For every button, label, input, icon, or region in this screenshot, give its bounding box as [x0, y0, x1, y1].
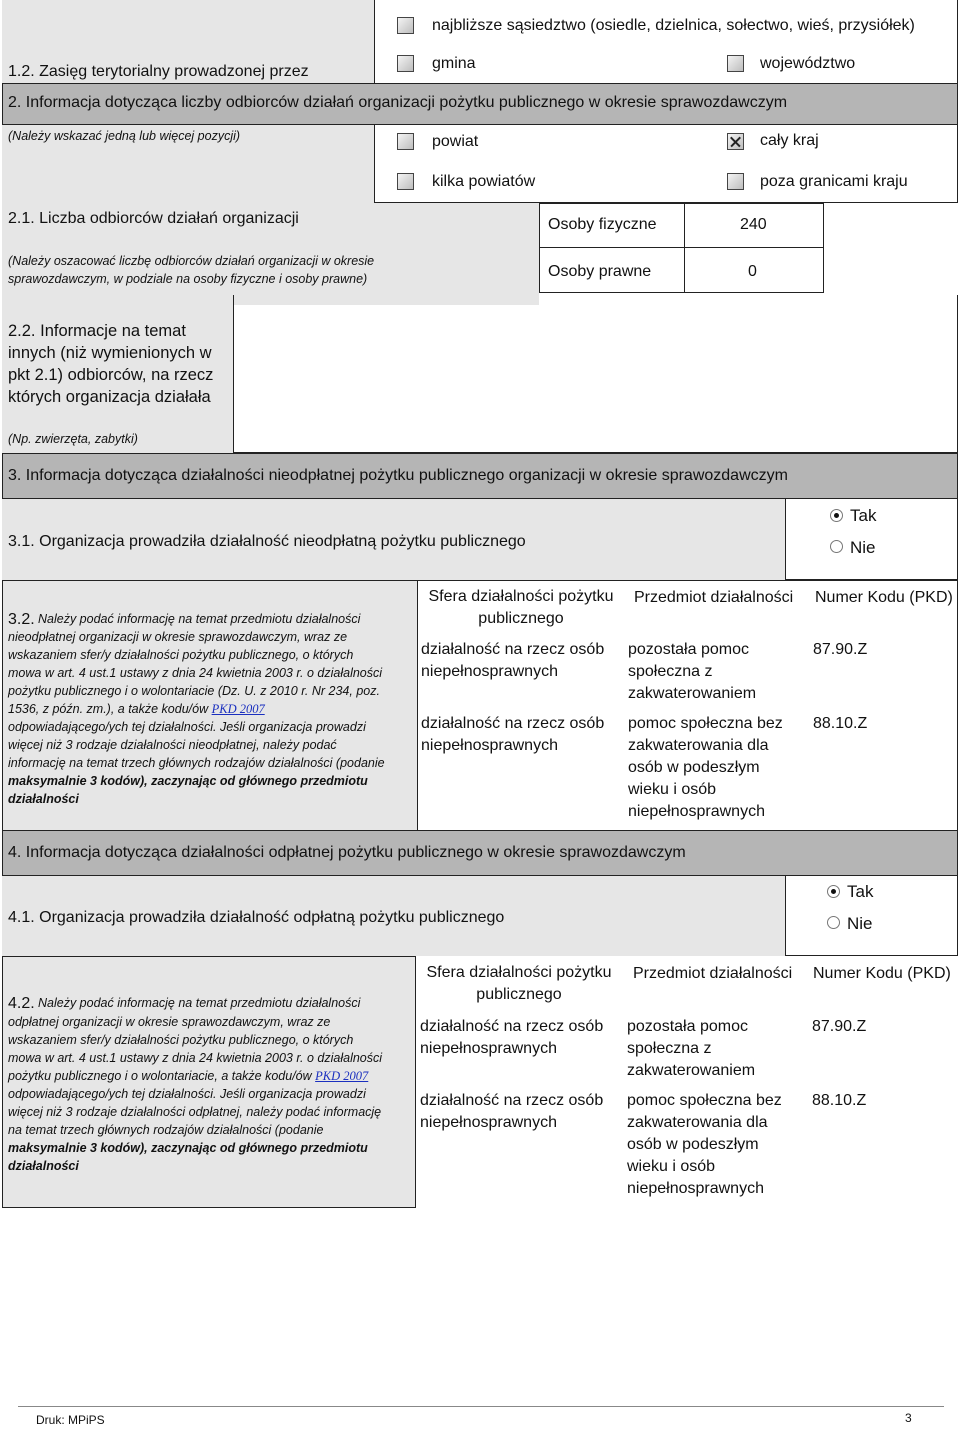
radio-tak[interactable]	[830, 509, 843, 522]
sec32-col-przedmiot: Przedmiot działalności	[634, 589, 794, 606]
opt-powiat: powiat	[432, 133, 479, 150]
sec3-header-text: 3. Informacja dotycząca działalności nieodpłatnej pożytku publicznego organizacji w okresie sprawozdawczym	[8, 467, 788, 484]
opt-caly-kraj: cały kraj	[760, 132, 819, 149]
sec32-row1-sfera: działalność na rzecz osób niepełnosprawnych	[421, 641, 605, 680]
sec22-line1: 2.2. Informacje na temat	[8, 322, 186, 340]
sec42-l8: na temat trzech głównych rodzajów działalności (podanie	[8, 1123, 324, 1137]
sec42-row1-kod: 87.90.Z	[812, 1018, 867, 1035]
sec22-line2: innych (niż wymienionych w	[8, 344, 212, 362]
fizyczne-value: 240	[740, 216, 767, 233]
sec42-row2-kod: 88.10.Z	[812, 1092, 867, 1109]
sec42-col-przedmiot: Przedmiot działalności	[633, 965, 793, 982]
radio-nie-4[interactable]	[827, 916, 840, 929]
checkbox-kilka-powiatow[interactable]	[397, 173, 414, 190]
sec32-l4: mowa w art. 4 ust.1 ustawy z dnia 24 kwietnia 2003 r. o działalności	[8, 666, 383, 680]
checkbox-gmina[interactable]	[397, 55, 414, 72]
sec32-num: 3.2.	[8, 611, 35, 628]
footer-rule	[18, 1406, 944, 1407]
radio-tak-4[interactable]	[827, 885, 840, 898]
sec41-question: 4.1. Organizacja prowadziła działalność odpłatną pożytku publicznego	[8, 909, 505, 926]
sec42-row1-przedmiot: pozostała pomoc społeczna z zakwaterowaniem	[627, 1018, 756, 1079]
sec21-hint-line1: (Należy oszacować liczbę odbiorców działań organizacji w okresie	[8, 254, 375, 268]
sec32-l3: wskazaniem sfer/y działalności pożytku publicznego, o których	[8, 648, 354, 662]
sec42-row1-sfera: działalność na rzecz osób niepełnosprawnych	[420, 1018, 604, 1057]
sec32-l9: informację na temat trzech głównych rodzajów działalności (podanie	[8, 756, 385, 770]
sec42-row2-przedmiot: pomoc społeczna bez zakwaterowania dla osób w podeszłym wieku i osób niepełnosprawnych	[627, 1092, 782, 1197]
checkbox-neighbourhood[interactable]	[397, 17, 414, 34]
footer-print: Druk: MPiPS	[36, 1413, 105, 1427]
sec42-l7: więcej niż 3 rodzaje działalności odpłatnej, należy podać informację	[8, 1105, 382, 1119]
radio-nie-label: Nie	[850, 538, 876, 557]
pkd-link-4[interactable]: PKD 2007	[315, 1069, 369, 1083]
sec42-l4: mowa w art. 4 ust.1 ustawy z dnia 24 kwietnia 2003 r. o działalności	[8, 1051, 383, 1065]
opt-gmina: gmina	[432, 55, 476, 72]
sec42-num: 4.2.	[8, 995, 35, 1012]
checkbox-poza-granicami[interactable]	[727, 173, 744, 190]
sec42-l5	[8, 1068, 368, 1084]
sec32-l7: odpowiadającego/ych tej działalności. Jeśli organizacja prowadzi	[8, 720, 366, 734]
sec42-l3: wskazaniem sfer/y działalności pożytku publicznego, o których	[8, 1033, 354, 1047]
radio-nie-4-label: Nie	[847, 914, 873, 933]
sec42-row2-sfera: działalność na rzecz osób niepełnosprawnych	[420, 1092, 604, 1131]
pkd-link[interactable]: PKD 2007	[211, 702, 265, 716]
checkbox-wojewodztwo[interactable]	[727, 55, 744, 72]
sec2-header-text: 2. Informacja dotycząca liczby odbiorców działań organizacji pożytku publicznego w okresie sprawozdawczym	[8, 94, 788, 111]
sec22-line4: których organizacja działała	[8, 388, 211, 406]
sec32-col-sfera: Sfera działalności pożytku publicznego	[428, 588, 614, 627]
sec42-l2: odpłatnej organizacji w okresie sprawozdawczym, wraz ze	[8, 1015, 331, 1029]
sec42-col-sfera: Sfera działalności pożytku publicznego	[426, 964, 612, 1003]
sec32-row1-przedmiot: pozostała pomoc społeczna z zakwaterowaniem	[628, 641, 757, 702]
radio-tak-4-label: Tak	[847, 882, 874, 901]
sec32-l6-text: 1536, z późn. zm.), a także kodu/ów	[8, 702, 209, 716]
sec2-hint: (Należy wskazać jedną lub więcej pozycji)	[8, 129, 241, 143]
sec42-l6: odpowiadającego/ych tej działalności. Jeśli organizacja prowadzi	[8, 1087, 366, 1101]
sec42-l10: działalności	[8, 1159, 79, 1173]
radio-nie[interactable]	[830, 540, 843, 553]
sec42-l5-text: pożytku publicznego i o wolontariacie, a także kodu/ów	[8, 1069, 312, 1083]
sec32-l2: nieodpłatnej organizacji w okresie sprawozdawczym, wraz ze	[8, 630, 348, 644]
sec32-row1-kod: 87.90.Z	[813, 641, 868, 658]
sec42-l9: maksymalnie 3 kodów), zaczynając od głównego przedmiotu	[8, 1141, 368, 1155]
sec32-row2-przedmiot: pomoc społeczna bez zakwaterowania dla osób w podeszłym wieku i osób niepełnosprawnych	[628, 715, 783, 820]
sec42-l1: Należy podać informację na temat przedmiotu działalności	[38, 996, 361, 1010]
checkbox-caly-kraj[interactable]	[727, 133, 744, 150]
sec32-l8: więcej niż 3 rodzaje działalności nieodpłatnej, należy podać	[8, 738, 337, 752]
prawne-value: 0	[748, 263, 757, 280]
opt-poza-granicami: poza granicami kraju	[760, 173, 908, 190]
sec32-l11: działalności	[8, 792, 79, 806]
sec32-l5: pożytku publicznego i o wolontariacie (Dz. U. z 2010 r. Nr 234, poz.	[8, 684, 380, 698]
sec31-question: 3.1. Organizacja prowadziła działalność nieodpłatną pożytku publicznego	[8, 533, 526, 550]
sec32-row2-sfera: działalność na rzecz osób niepełnosprawnych	[421, 715, 605, 754]
sec42-col-kod: Numer Kodu (PKD)	[813, 965, 951, 982]
opt-wojewodztwo: województwo	[760, 55, 856, 72]
radio-tak-label: Tak	[850, 506, 877, 525]
sec32-l10: maksymalnie 3 kodów), zaczynając od głównego przedmiotu	[8, 774, 368, 788]
sec22-line3: pkt 2.1) odbiorców, na rzecz	[8, 366, 214, 384]
fizyczne-label: Osoby fizyczne	[548, 216, 657, 233]
prawne-label: Osoby prawne	[548, 263, 652, 280]
sec32-col-kod: Numer Kodu (PKD)	[815, 589, 953, 606]
sec32-l1: Należy podać informację na temat przedmiotu działalności	[38, 612, 361, 626]
sec22-input[interactable]	[233, 295, 958, 453]
checkbox-powiat[interactable]	[397, 133, 414, 150]
sec12-label: 1.2. Zasięg terytorialny prowadzonej przez	[8, 63, 309, 80]
sec32-row2-kod: 88.10.Z	[813, 715, 868, 732]
sec22-hint: (Np. zwierzęta, zabytki)	[8, 432, 138, 446]
opt-neighbourhood: najbliższe sąsiedztwo (osiedle, dzielnica, sołectwo, wieś, przysiółek)	[432, 17, 915, 34]
page-number: 3	[905, 1411, 912, 1425]
opt-kilka-powiatow: kilka powiatów	[432, 173, 536, 190]
sec21-hint-line2: sprawozdawczym, w podziale na osoby fizyczne i osoby prawne)	[8, 272, 368, 286]
sec21-label: 2.1. Liczba odbiorców działań organizacji	[8, 210, 299, 227]
sec4-header-text: 4. Informacja dotycząca działalności odpłatnej pożytku publicznego w okresie sprawozdawczym	[8, 844, 686, 861]
sec32-l6	[8, 701, 265, 717]
